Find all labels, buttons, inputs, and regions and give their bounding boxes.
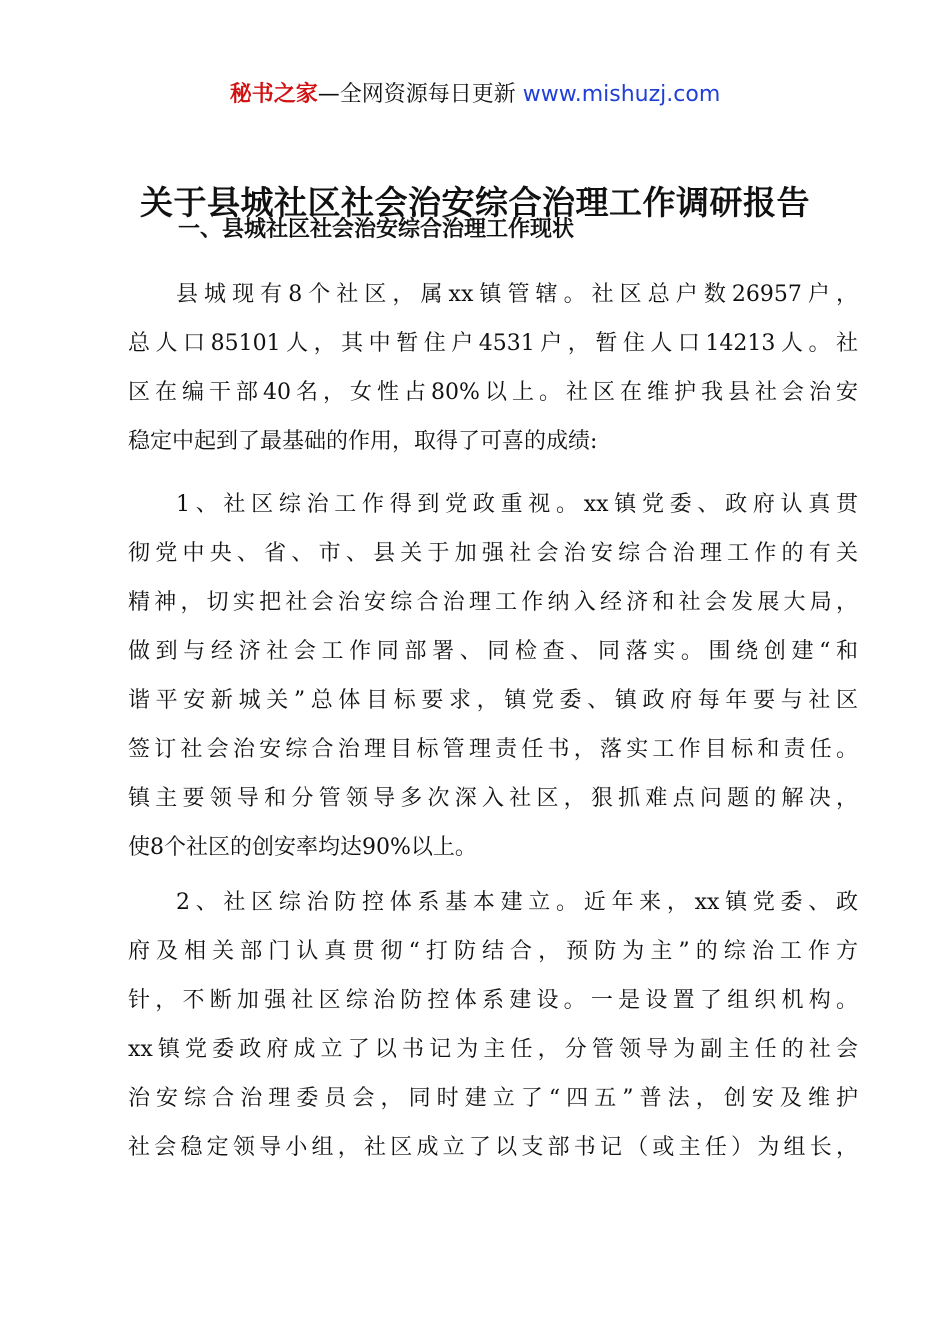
page-header: [0, 78, 950, 112]
paragraph-line: 总人口85101人，其中暂住户4531户，暂住人口14213人。社: [128, 331, 858, 356]
paragraph-line: 做到与经济社会工作同部署、同检查、同落实。围绕创建“和: [128, 639, 858, 664]
paragraph-2: [128, 480, 858, 872]
paragraph-3: [128, 878, 858, 1172]
paragraph-line: 稳定中起到了最基础的作用，取得了可喜的成绩:: [128, 429, 598, 454]
paragraph-line: 1、社区综治工作得到党政重视。xx镇党委、政府认真贯: [176, 492, 858, 517]
paragraph-line: 镇主要领导和分管领导多次深入社区，狠抓难点问题的解决，: [128, 786, 858, 811]
paragraph-line: 使8个社区的创安率均达90%以上。: [128, 835, 477, 860]
header-dash: —: [317, 82, 340, 107]
page-title: 关于县城社区社会治安综合治理工作调研报告: [140, 183, 810, 222]
section-heading: 一、县城社区社会治安综合治理工作现状: [178, 217, 575, 242]
header-slogan: 全网资源每日更新: [339, 82, 516, 107]
paragraph-line: 谐平安新城关”总体目标要求，镇党委、镇政府每年要与社区: [128, 688, 858, 713]
paragraph-1: [128, 270, 858, 466]
paragraph-line: 精神，切实把社会治安综合治理工作纳入经济和社会发展大局，: [128, 590, 858, 615]
paragraph-line: 府及相关部门认真贯彻“打防结合，预防为主”的综治工作方: [128, 939, 858, 964]
paragraph-line: 签订社会治安综合治理目标管理责任书，落实工作目标和责任。: [128, 737, 858, 762]
paragraph-line: 治安综合治理委员会，同时建立了“四五”普法，创安及维护: [128, 1086, 858, 1111]
paragraph-line: 区在编干部40名，女性占80%以上。社区在维护我县社会治安: [128, 380, 858, 405]
paragraph-line: 彻党中央、省、市、县关于加强社会治安综合治理工作的有关: [128, 541, 858, 566]
paragraph-line: 针，不断加强社区综治防控体系建设。一是设置了组织机构。: [128, 988, 858, 1013]
paragraph-line: 社会稳定领导小组，社区成立了以支部书记（或主任）为组长，: [128, 1135, 858, 1160]
paragraph-line: xx镇党委政府成立了以书记为主任，分管领导为副主任的社会: [128, 1037, 858, 1062]
brand-name: 秘书之家: [229, 82, 318, 107]
header-website-link[interactable]: www.mishuzj.com: [522, 82, 721, 107]
paragraph-line: 县城现有8个社区，属xx镇管辖。社区总户数26957户，: [176, 282, 858, 307]
paragraph-line: 2、社区综治防控体系基本建立。近年来，xx镇党委、政: [176, 890, 858, 915]
